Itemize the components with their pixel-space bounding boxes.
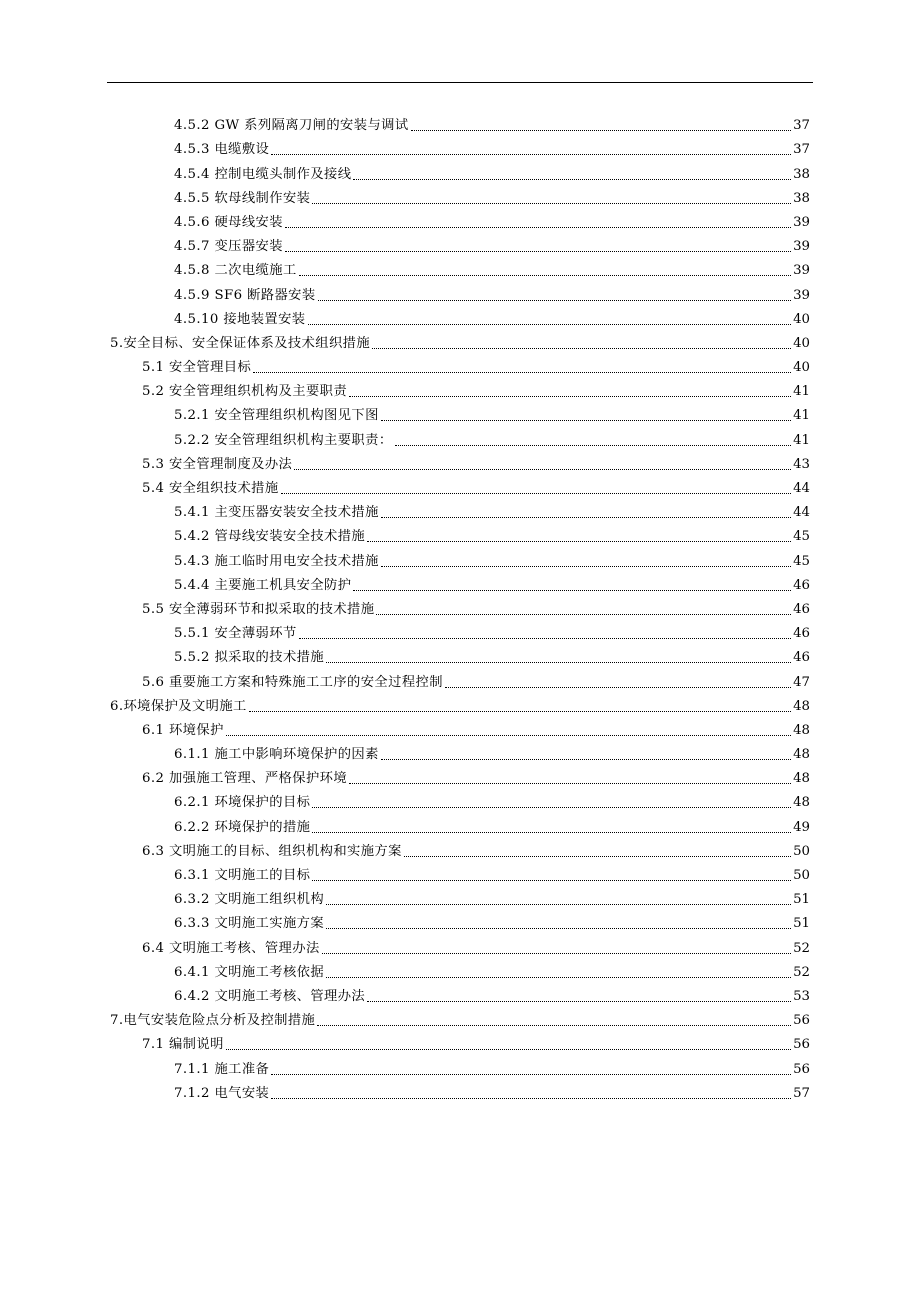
toc-entry[interactable] [0, 571, 920, 595]
toc-dot-leader [381, 420, 791, 421]
toc-entry-page-number: 46 [793, 650, 810, 666]
toc-entry-page-number: 49 [793, 819, 810, 835]
toc-entry[interactable] [0, 982, 920, 1006]
toc-entry[interactable] [0, 256, 920, 280]
toc-entry-title: 4.5.4 控制电缆头制作及接线 [174, 166, 352, 182]
toc-entry[interactable] [0, 1006, 920, 1030]
toc-dot-leader [367, 1001, 791, 1002]
toc-entry-page-number: 38 [793, 190, 810, 206]
toc-entry-title: 6.3 文明施工的目标、组织机构和实施方案 [142, 843, 402, 859]
toc-entry-title: 5.4.2 管母线安装安全技术措施 [174, 529, 366, 545]
toc-entry-title: 6.3.2 文明施工组织机构 [174, 892, 325, 908]
toc-entry-page-number: 40 [793, 311, 810, 327]
toc-dot-leader [317, 1025, 791, 1026]
toc-entry-title: 6.2.2 环境保护的措施 [174, 819, 311, 835]
toc-entry-page-number: 48 [793, 698, 810, 714]
toc-entry-title: 4.5.5 软母线制作安装 [174, 190, 311, 206]
toc-dot-leader [312, 203, 791, 204]
toc-entry-title: 5.1 安全管理目标 [142, 360, 252, 376]
toc-entry-page-number: 41 [793, 384, 810, 400]
toc-dot-leader [372, 348, 791, 349]
toc-dot-leader [349, 783, 791, 784]
toc-entry-title: 5.安全目标、安全保证体系及技术组织措施 [110, 335, 371, 351]
toc-entry-page-number: 39 [793, 214, 810, 230]
toc-dot-leader [226, 735, 791, 736]
toc-entry[interactable] [0, 111, 920, 135]
toc-entry[interactable] [0, 812, 920, 836]
toc-entry-title: 6.2 加强施工管理、严格保护环境 [142, 771, 348, 787]
toc-entry[interactable] [0, 764, 920, 788]
toc-dot-leader [395, 445, 792, 446]
toc-entry-title: 6.环境保护及文明施工 [110, 698, 247, 714]
toc-dot-leader [312, 832, 791, 833]
toc-dot-leader [326, 904, 791, 905]
toc-entry-page-number: 44 [793, 505, 810, 521]
toc-entry-title: 6.2.1 环境保护的目标 [174, 795, 311, 811]
toc-entry-title: 4.5.7 变压器安装 [174, 239, 283, 255]
toc-dot-leader [326, 928, 791, 929]
toc-dot-leader [367, 541, 791, 542]
toc-entry[interactable] [0, 643, 920, 667]
toc-entry[interactable] [0, 280, 920, 304]
toc-entry-page-number: 46 [793, 577, 810, 593]
toc-dot-leader [271, 1074, 791, 1075]
toc-entry-page-number: 48 [793, 747, 810, 763]
toc-dot-leader [312, 880, 791, 881]
toc-entry-page-number: 38 [793, 166, 810, 182]
toc-entry-title: 4.5.6 硬母线安装 [174, 214, 283, 230]
toc-entry[interactable] [0, 885, 920, 909]
table-of-contents [0, 111, 920, 1103]
toc-entry-page-number: 53 [793, 988, 810, 1004]
toc-entry-page-number: 52 [793, 940, 810, 956]
toc-entry[interactable] [0, 305, 920, 329]
toc-entry[interactable] [0, 1054, 920, 1078]
toc-entry-page-number: 41 [793, 408, 810, 424]
toc-dot-leader [285, 227, 791, 228]
toc-entry-page-number: 37 [793, 142, 810, 158]
toc-dot-leader [404, 856, 791, 857]
toc-entry-title: 5.2.2 安全管理组织机构主要职责： [174, 432, 393, 448]
toc-entry[interactable] [0, 1079, 920, 1103]
toc-entry[interactable] [0, 861, 920, 885]
toc-entry[interactable] [0, 232, 920, 256]
toc-entry[interactable] [0, 377, 920, 401]
toc-entry-page-number: 45 [793, 553, 810, 569]
toc-entry[interactable] [0, 522, 920, 546]
toc-entry[interactable] [0, 208, 920, 232]
toc-entry-page-number: 56 [793, 1037, 810, 1053]
toc-entry[interactable] [0, 474, 920, 498]
toc-dot-leader [285, 251, 791, 252]
toc-entry-page-number: 39 [793, 239, 810, 255]
toc-entry-title: 7.1.1 施工准备 [174, 1061, 270, 1077]
toc-entry[interactable] [0, 159, 920, 183]
toc-entry-page-number: 45 [793, 529, 810, 545]
toc-entry-title: 5.4.3 施工临时用电安全技术措施 [174, 553, 379, 569]
toc-entry[interactable] [0, 184, 920, 208]
toc-entry-title: 5.4 安全组织技术措施 [142, 481, 279, 496]
toc-entry[interactable] [0, 837, 920, 861]
toc-entry-title: 5.4.4 主要施工机具安全防护 [174, 577, 352, 593]
toc-dot-leader [445, 687, 791, 688]
toc-dot-leader [376, 614, 791, 615]
toc-entry-page-number: 44 [793, 481, 810, 496]
toc-dot-leader [381, 759, 791, 760]
toc-entry-title: 5.2.1 安全管理组织机构图见下图 [174, 408, 379, 424]
toc-entry-page-number: 57 [793, 1085, 810, 1101]
toc-dot-leader [253, 372, 791, 373]
toc-entry-title: 7.1 编制说明 [142, 1037, 224, 1053]
toc-dot-leader [326, 662, 791, 663]
toc-entry-page-number: 50 [793, 843, 810, 859]
toc-entry-title: 7.电气安装危险点分析及控制措施 [110, 1013, 316, 1029]
toc-dot-leader [226, 1049, 791, 1050]
toc-entry-page-number: 48 [793, 795, 810, 811]
header-rule [107, 82, 813, 83]
toc-entry-page-number: 56 [793, 1013, 810, 1029]
toc-entry-title: 5.5.2 拟采取的技术措施 [174, 650, 325, 666]
toc-entry[interactable] [0, 909, 920, 933]
toc-dot-leader [249, 711, 791, 712]
toc-entry[interactable] [0, 353, 920, 377]
toc-entry-page-number: 40 [793, 360, 810, 376]
toc-entry-page-number: 39 [793, 287, 810, 303]
toc-entry[interactable] [0, 498, 920, 522]
toc-dot-leader [318, 300, 792, 301]
toc-entry-title: 4.5.2 GW 系列隔离刀闸的安装与调试 [174, 118, 409, 134]
toc-dot-leader [294, 469, 791, 470]
toc-entry-title: 4.5.10 接地装置安装 [174, 311, 306, 327]
toc-entry[interactable] [0, 692, 920, 716]
toc-entry[interactable] [0, 619, 920, 643]
toc-entry[interactable] [0, 401, 920, 425]
toc-entry-page-number: 47 [793, 674, 810, 690]
toc-entry-page-number: 41 [793, 432, 810, 448]
toc-entry-title: 4.5.8 二次电缆施工 [174, 263, 297, 279]
toc-dot-leader [381, 517, 791, 518]
toc-entry-title: 6.3.3 文明施工实施方案 [174, 916, 325, 932]
toc-entry[interactable] [0, 740, 920, 764]
toc-entry-title: 5.5.1 安全薄弱环节 [174, 626, 297, 642]
toc-entry[interactable] [0, 425, 920, 449]
toc-entry[interactable] [0, 329, 920, 353]
toc-entry-title: 5.6 重要施工方案和特殊施工工序的安全过程控制 [142, 674, 443, 690]
toc-entry-title: 5.5 安全薄弱环节和拟采取的技术措施 [142, 601, 375, 617]
toc-dot-leader [281, 493, 792, 494]
toc-entry[interactable] [0, 1030, 920, 1054]
toc-entry-title: 6.1 环境保护 [142, 722, 224, 738]
toc-entry-title: 4.5.9 SF6 断路器安装 [174, 287, 316, 303]
toc-entry[interactable] [0, 595, 920, 619]
toc-entry-page-number: 51 [793, 916, 810, 932]
toc-entry[interactable] [0, 135, 920, 159]
toc-entry-title: 6.1.1 施工中影响环境保护的因素 [174, 747, 379, 763]
toc-entry-page-number: 51 [793, 892, 810, 908]
toc-entry-title: 7.1.2 电气安装 [174, 1085, 270, 1101]
toc-dot-leader [299, 638, 791, 639]
toc-dot-leader [353, 590, 791, 591]
toc-dot-leader [326, 977, 791, 978]
toc-dot-leader [299, 275, 791, 276]
toc-dot-leader [271, 154, 791, 155]
toc-entry-page-number: 50 [793, 868, 810, 883]
toc-entry-title: 4.5.3 电缆敷设 [174, 142, 270, 158]
toc-dot-leader [308, 324, 792, 325]
toc-dot-leader [349, 396, 791, 397]
toc-entry-page-number: 40 [793, 335, 810, 351]
toc-entry-title: 5.4.1 主变压器安装安全技术措施 [174, 505, 379, 521]
toc-dot-leader [411, 130, 792, 131]
toc-entry-title: 6.4 文明施工考核、管理办法 [142, 940, 320, 956]
toc-entry-page-number: 46 [793, 626, 810, 642]
toc-entry-page-number: 56 [793, 1061, 810, 1077]
toc-entry-page-number: 46 [793, 601, 810, 617]
toc-entry[interactable] [0, 933, 920, 957]
toc-entry[interactable] [0, 958, 920, 982]
toc-dot-leader [381, 566, 791, 567]
toc-dot-leader [271, 1098, 791, 1099]
toc-entry-title: 5.2 安全管理组织机构及主要职责 [142, 384, 348, 400]
toc-entry[interactable] [0, 546, 920, 570]
toc-entry[interactable] [0, 716, 920, 740]
toc-entry-page-number: 48 [793, 722, 810, 738]
toc-entry[interactable] [0, 450, 920, 474]
toc-entry-page-number: 48 [793, 771, 810, 787]
toc-dot-leader [312, 807, 791, 808]
toc-entry-title: 6.3.1 文明施工的目标 [174, 868, 311, 883]
toc-entry-title: 6.4.1 文明施工考核依据 [174, 964, 325, 980]
toc-entry-page-number: 52 [793, 964, 810, 980]
toc-entry-page-number: 37 [793, 118, 810, 134]
toc-dot-leader [353, 179, 791, 180]
toc-entry-page-number: 39 [793, 263, 810, 279]
toc-entry[interactable] [0, 667, 920, 691]
toc-dot-leader [322, 953, 791, 954]
toc-entry-page-number: 43 [793, 456, 810, 472]
toc-entry-title: 6.4.2 文明施工考核、管理办法 [174, 988, 366, 1004]
toc-entry[interactable] [0, 788, 920, 812]
toc-entry-title: 5.3 安全管理制度及办法 [142, 456, 293, 472]
